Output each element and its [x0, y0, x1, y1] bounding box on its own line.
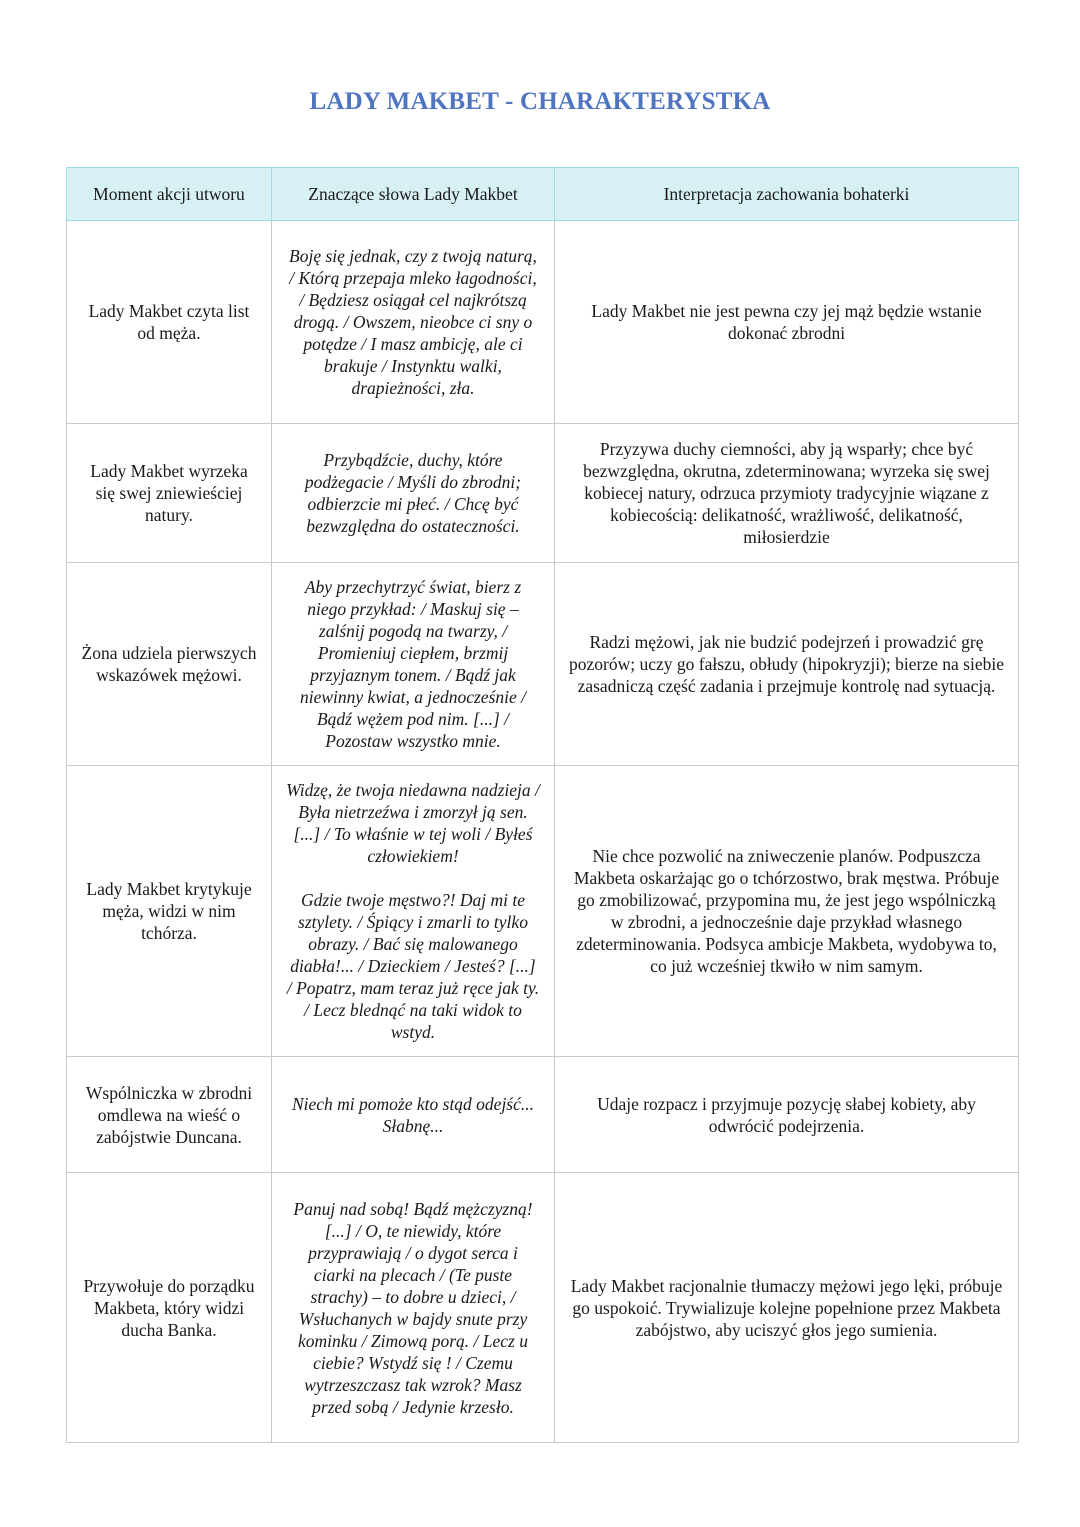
table-row: [67, 424, 1019, 563]
table-row: [67, 766, 1019, 1057]
table-row: [67, 221, 1019, 424]
moment-cell: Lady Makbet czyta list od męża.: [67, 221, 272, 424]
quote-text: Boję się jednak, czy z twoją naturą, / Którą przepaja mleko łagodności, / Będziesz osiągał cel najkrótszą drogą. / Owszem, nieobce ci sny o potędze / I masz ambicję, ale ci brakuje / Instynktu walki, drapieżności, zła.: [289, 246, 537, 398]
moment-cell: Lady Makbet krytykuje męża, widzi w nim tchórza.: [67, 766, 272, 1057]
column-header-moment: Moment akcji utworu: [67, 168, 272, 221]
interpretation-cell: Lady Makbet nie jest pewna czy jej mąż będzie wstanie dokonać zbrodni: [555, 221, 1019, 424]
interpretation-cell: Radzi mężowi, jak nie budzić podejrzeń i prowadzić grę pozorów; uczy go fałszu, obłudy (hipokryzji); bierze na siebie zasadniczą część zadania i przejmuje kontrolę nad sytuacją.: [555, 563, 1019, 766]
quote-text: Aby przechytrzyć świat, bierz z niego przykład: / Maskuj się – zalśnij pogodą na twarzy, / Promieniuj ciepłem, brzmij przyjaznym tonem. / Bądź jak niewinny kwiat, a jednocześnie / Bądź wężem pod nim. [...] / Pozostaw wszystko mnie.: [300, 577, 526, 751]
quote-cell: [272, 424, 555, 563]
moment-cell: Żona udziela pierwszych wskazówek mężowi.: [67, 563, 272, 766]
moment-cell: Wspólniczka w zbrodni omdlewa na wieść o zabójstwie Duncana.: [67, 1057, 272, 1173]
table-row: [67, 1057, 1019, 1173]
table-header-row: [67, 168, 1019, 221]
interpretation-cell: Lady Makbet racjonalnie tłumaczy mężowi jego lęki, próbuje go uspokoić. Trywializuje kolejne popełnione przez Makbeta zabójstwo, aby uciszyć głos jego sumienia.: [555, 1173, 1019, 1443]
moment-cell: Przywołuje do porządku Makbeta, który widzi ducha Banka.: [67, 1173, 272, 1443]
interpretation-cell: Przyzywa duchy ciemności, aby ją wsparły; chce być bezwzględna, okrutna, zdeterminowana; wyrzeka się swej kobiecej natury, odrzuca przymioty tradycyjnie wiązane z kobiecością: delikatność, wrażliwość, delikatność, miłosierdzie: [555, 424, 1019, 563]
interpretation-cell: Udaje rozpacz i przyjmuje pozycję słabej kobiety, aby odwrócić podejrzenia.: [555, 1057, 1019, 1173]
quote-cell: [272, 1057, 555, 1173]
quote-cell: [272, 563, 555, 766]
table-row: [67, 1173, 1019, 1443]
quote-cell: [272, 1173, 555, 1443]
quote-cell: [272, 766, 555, 1057]
quote-text: Przybądźcie, duchy, które podżegacie / Myśli do zbrodni; odbierzcie mi płeć. / Chcę być bezwzględna do ostateczności.: [304, 450, 522, 536]
column-header-words: Znaczące słowa Lady Makbet: [272, 168, 555, 221]
interpretation-cell: Nie chce pozwolić na zniweczenie planów. Podpuszcza Makbeta oskarżając go o tchórzostwo, brak męstwa. Próbuje go zmobilizować, przypomina mu, że jest jego wspólniczką w zbrodni, a jednocześnie daje przykład własnego zdeterminowania. Podsyca ambicje Makbeta, wydobywa to, co już wcześniej tkwiło w nim samym.: [555, 766, 1019, 1057]
quote-text: Panuj nad sobą! Bądź mężczyzną! [...] / O, te niewidy, które przyprawiają / o dygot serca i ciarki na plecach / (Te puste strachy) – to dobre u dzieci, / Wsłuchanych w bajdy snute przy kominku / Zimową porą. / Lecz u ciebie? Wstydź się ! / Czemu wytrzeszczasz tak wzrok? Masz przed sobą / Jedynie krzesło.: [293, 1198, 533, 1417]
characteristics-table: [66, 167, 1019, 1443]
moment-cell: Lady Makbet wyrzeka się swej zniewieściej natury.: [67, 424, 272, 563]
quote-text: Niech mi pomoże kto stąd odejść... Słabnę...: [291, 1093, 535, 1136]
quote-text: Gdzie twoje męstwo?! Daj mi te sztylety. / Śpiący i zmarli to tylko obrazy. / Bać się malowanego diabła!... / Dzieckiem / Jesteś? [...] / Popatrz, mam teraz już ręce jak ty. / Lecz blednąć na taki widok to wstyd.: [286, 890, 540, 1042]
table-row: [67, 563, 1019, 766]
document-title: LADY MAKBET - CHARAKTERYSTKA: [309, 88, 771, 115]
quote-text: Widzę, że twoja niedawna nadzieja / Była nietrzeźwa i zmorzył ją sen. [...] / To właśnie w tej woli / Byłeś człowiekiem!: [286, 780, 540, 866]
column-header-interpretation: Interpretacja zachowania bohaterki: [555, 168, 1019, 221]
quote-cell: [272, 221, 555, 424]
